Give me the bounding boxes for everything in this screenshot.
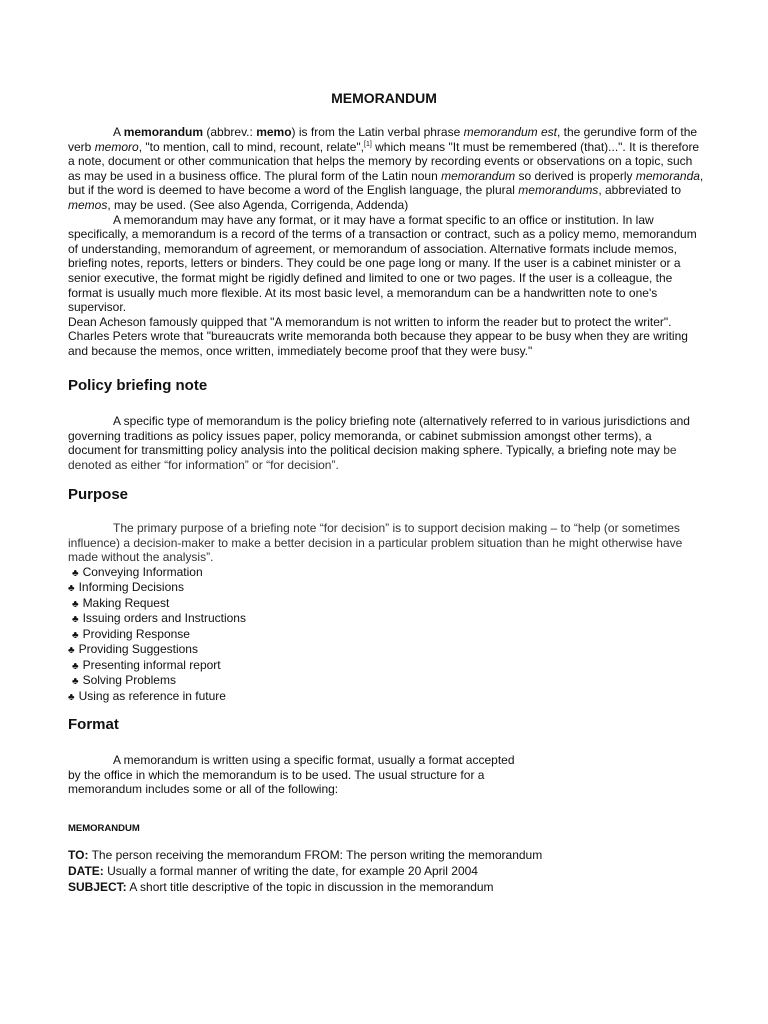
format-section xyxy=(68,753,704,797)
list-item: ♣ Providing Response xyxy=(72,626,190,641)
memo-fields xyxy=(68,847,708,895)
purpose-section xyxy=(68,521,704,704)
list-item: ♣ Making Request xyxy=(72,595,170,610)
purpose-list xyxy=(68,565,704,705)
club-bullet-icon: ♣ xyxy=(72,629,79,641)
memo-to-line: TO: The person receiving the memorandum FROM: The person writing the memorandum xyxy=(68,848,543,862)
format-line-2: by the office in which the memorandum is to be used. The usual structure for a xyxy=(68,767,485,782)
club-bullet-icon: ♣ xyxy=(68,583,75,595)
club-bullet-icon: ♣ xyxy=(72,614,79,626)
list-item: ♣ Informing Decisions xyxy=(68,580,184,595)
club-bullet-icon: ♣ xyxy=(72,567,79,579)
memo-date-line: DATE: Usually a formal manner of writing the date, for example 20 April 2004 xyxy=(68,864,478,878)
intro-section xyxy=(68,125,704,359)
club-bullet-icon: ♣ xyxy=(72,676,79,688)
intro-paragraph-2: A memorandum may have any format, or it may have a format specific to an office or institution. In law specifically, a memorandum is a record of the terms of a transaction or contract, such as a policy memo, memorandum of understanding, memorandum of agreement, or memorandum of association. Alternative formats include memos, briefing notes, reports, letters or binders. They could be one page long or many. If the user is a cabinet minister or a senior executive, the format might be rigidly defined and limited to one or two pages. If the user is a colleague, the format is usually much more flexible. At its most basic level, a memorandum can be a handwritten note to one's supervisor. xyxy=(68,212,697,315)
format-line-3: memorandum includes some or all of the following: xyxy=(68,782,339,797)
club-bullet-icon: ♣ xyxy=(72,598,79,610)
purpose-paragraph: The primary purpose of a briefing note “for decision” is to support decision making – to “help (or sometimes influence) a decision-maker to make a better decision in a particular problem situation than he might otherwise have made without the analysis”. xyxy=(68,521,683,565)
club-bullet-icon: ♣ xyxy=(68,691,75,703)
list-item: ♣ Issuing orders and Instructions xyxy=(72,611,246,626)
purpose-heading: Purpose xyxy=(68,486,129,503)
intro-paragraph-3: Dean Acheson famously quipped that "A memorandum is not written to inform the reader but to protect the writer". Charles Peters wrote that "bureaucrats write memoranda both because they appear to be busy when they are writing and because the memos, once written, immediately become proof that they were busy." xyxy=(68,314,688,358)
memo-subject-line: SUBJECT: A short title descriptive of the topic in discussion in the memorandum xyxy=(68,880,494,894)
club-bullet-icon: ♣ xyxy=(72,660,79,672)
memo-format-label: MEMORANDUM xyxy=(68,823,140,834)
list-item: ♣ Conveying Information xyxy=(72,564,203,579)
club-bullet-icon: ♣ xyxy=(68,645,75,657)
format-heading: Format xyxy=(68,716,119,733)
list-item: ♣ Using as reference in future xyxy=(68,688,226,703)
citation-link[interactable]: [1] xyxy=(364,140,372,148)
page-title: MEMORANDUM xyxy=(331,90,437,106)
policy-paragraph: A specific type of memorandum is the policy briefing note (alternatively referred to in various jurisdictions and governing traditions as policy issues paper, policy memoranda, or cabinet submission amongst other terms), a document for transmitting policy analysis into the political decision making sphere. Typically, a briefing note may be denoted as either “for information” or “for decision”. xyxy=(68,414,690,472)
policy-section xyxy=(68,414,704,472)
list-item: ♣ Solving Problems xyxy=(72,673,176,688)
format-line-1: A memorandum is written using a specific format, usually a format accepted xyxy=(113,753,515,767)
policy-heading: Policy briefing note xyxy=(68,377,208,394)
list-item: ♣ Providing Suggestions xyxy=(68,642,198,657)
intro-paragraph-1: A memorandum (abbrev.: memo) is from the Latin verbal phrase memorandum est, the gerundive form of the verb memoro, "to mention, call to mind, recount, relate",[1] which means "It must be remembered (that)...". It is therefore a note, document or other communication that helps the memory by recording events or observations on a topic, such as may be used in a business office. The plural form of the Latin noun memorandum so derived is properly memoranda, but if the word is deemed to have become a word of the English language, the plural memorandums, abbreviated to memos, may be used. (See also Agenda, Corrigenda, Addenda) xyxy=(68,125,704,212)
list-item: ♣ Presenting informal report xyxy=(72,657,221,672)
